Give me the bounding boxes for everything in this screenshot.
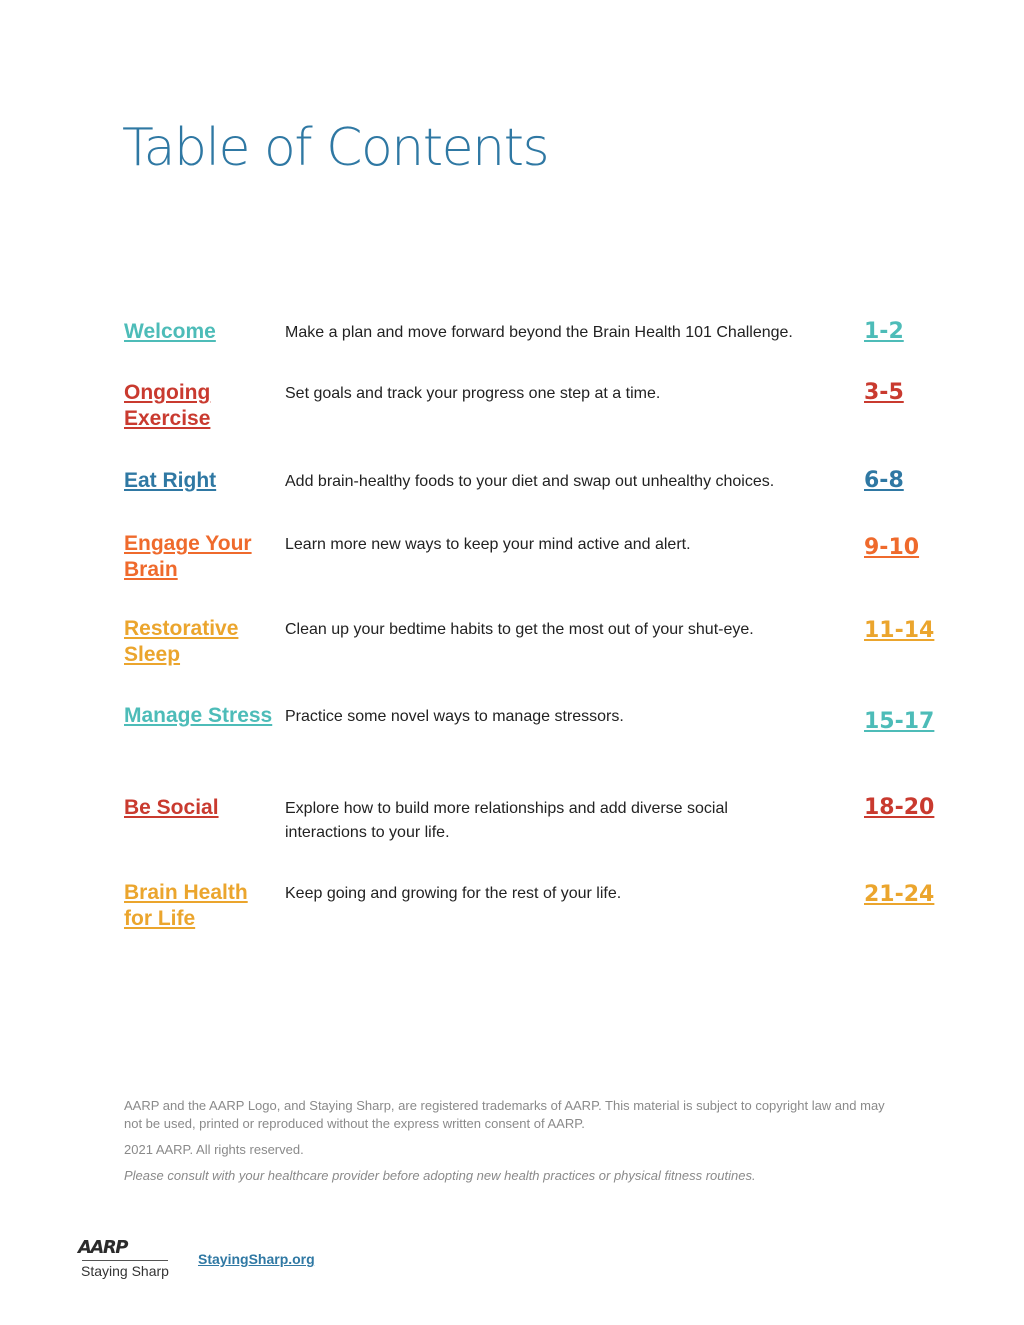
toc-page-range[interactable]: 18-20 (864, 795, 935, 820)
toc-section-link[interactable]: Welcome (124, 320, 216, 343)
logo-tagline: Staying Sharp (81, 1263, 169, 1279)
toc-page-range[interactable]: 11-14 (864, 618, 935, 643)
toc-section-link[interactable]: Manage Stress (124, 704, 273, 727)
toc-description: Keep going and growing for the rest of your life. (285, 885, 622, 902)
toc-description: Make a plan and move forward beyond the Brain Health 101 Challenge. (285, 324, 793, 341)
toc-section-link[interactable]: Ongoing Exercise (124, 381, 211, 430)
toc-page-range[interactable]: 3-5 (864, 380, 904, 405)
toc-description: Explore how to build more relationships and add diverse social interactions to your life. (285, 800, 728, 841)
toc-description: Add brain-healthy foods to your diet and swap out unhealthy choices. (285, 473, 775, 490)
toc-description: Learn more new ways to keep your mind active and alert. (285, 536, 691, 553)
health-disclaimer: Please consult with your healthcare provider before adopting new health practices or physical fitness routines. (124, 1168, 756, 1183)
legal-notice (124, 1097, 904, 1193)
staying-sharp-link[interactable]: StayingSharp.org (198, 1251, 315, 1267)
logo-divider (82, 1260, 168, 1261)
copyright-text: 2021 AARP. All rights reserved. (124, 1142, 304, 1157)
aarp-staying-sharp-logo (76, 1236, 176, 1286)
toc-section-link[interactable]: Brain Health for Life (124, 881, 248, 930)
toc-page-range[interactable]: 15-17 (864, 709, 935, 734)
toc-section-link[interactable]: Engage Your Brain (124, 532, 252, 581)
aarp-logo-mark: AARP (78, 1237, 127, 1258)
toc-description: Clean up your bedtime habits to get the most out of your shut-eye. (285, 621, 754, 638)
page-title: Table of Contents (122, 118, 549, 178)
toc-page-range[interactable]: 9-10 (864, 535, 920, 560)
trademark-text: AARP and the AARP Logo, and Staying Sharp, are registered trademarks of AARP. This material is subject to copyright law and may not be used, printed or reproduced without the express written consent of AARP. (124, 1098, 885, 1131)
toc-section-link[interactable]: Restorative Sleep (124, 617, 239, 666)
toc-page-range[interactable]: 21-24 (864, 882, 935, 907)
toc-description: Set goals and track your progress one step at a time. (285, 385, 661, 402)
toc-section-link[interactable]: Be Social (124, 796, 219, 819)
toc-section-link[interactable]: Eat Right (124, 469, 217, 492)
toc-page-range[interactable]: 1-2 (864, 319, 904, 344)
toc-page-range[interactable]: 6-8 (864, 468, 904, 493)
toc-description: Practice some novel ways to manage stressors. (285, 708, 624, 725)
